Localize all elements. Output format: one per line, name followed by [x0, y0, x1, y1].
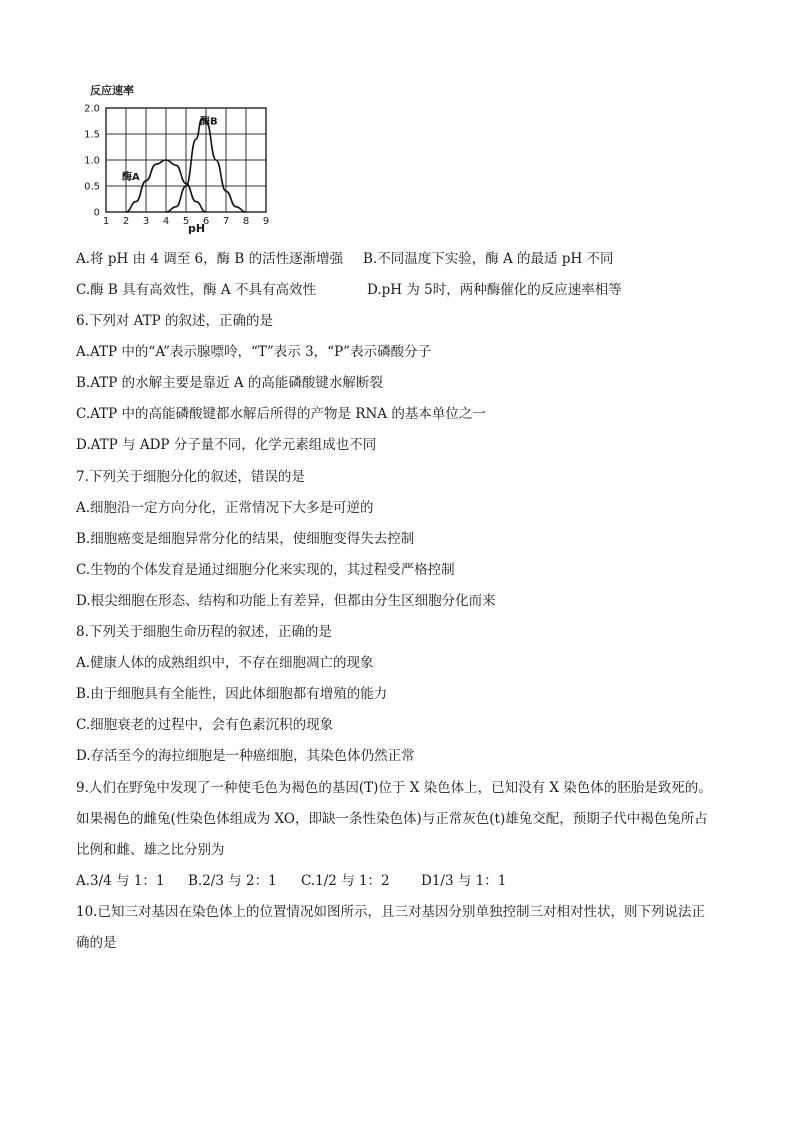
y-axis-label: 反应速率 — [90, 84, 134, 97]
x-axis-label: pH — [188, 222, 206, 235]
q10-stem-line-1: 10.已知三对基因在染色体上的位置情况如图所示，且三对基因分别单独控制三对相对性状，则下列说法正 — [76, 904, 705, 920]
x-tick-label: 2 — [122, 216, 130, 227]
q6-option-d[interactable]: D.ATP 与 ADP 分子量不同，化学元素组成也不同 — [76, 437, 377, 453]
q8-option-a[interactable]: A.健康人体的成熟组织中，不存在细胞凋亡的现象 — [76, 655, 374, 671]
x-tick-label: 8 — [242, 216, 250, 227]
q5-option-b[interactable]: B.不同温度下实验，酶 A 的最适 pH 不同 — [363, 251, 614, 267]
y-tick-label: 2.0 — [84, 103, 100, 115]
q6-option-a[interactable]: A.ATP 中的“A”表示腺嘌呤，“T”表示 3，“P”表示磷酸分子 — [76, 344, 432, 360]
q6-option-c[interactable]: C.ATP 中的高能磷酸键都水解后所得的产物是 RNA 的基本单位之一 — [76, 406, 486, 422]
q9-option-c[interactable]: C.1/2 与 1：2 — [301, 873, 390, 889]
x-tick-label: 7 — [222, 216, 230, 227]
y-tick-label: 0 — [93, 207, 100, 219]
enzyme-rate-chart — [70, 80, 300, 240]
q5-option-d[interactable]: D.pH 为 5时，两种酶催化的反应速率相等 — [367, 282, 622, 298]
q7-option-d[interactable]: D.根尖细胞在形态、结构和功能上有差异，但都由分生区细胞分化而来 — [76, 593, 496, 609]
q9-option-d[interactable]: D1/3 与 1：1 — [421, 873, 507, 889]
x-tick-label: 5 — [182, 216, 190, 227]
q7-stem: 7.下列关于细胞分化的叙述，错误的是 — [76, 469, 305, 485]
q7-option-c[interactable]: C.生物的个体发育是通过细胞分化来实现的，其过程受严格控制 — [76, 562, 455, 578]
y-tick-label: 1.5 — [84, 129, 100, 141]
q5-option-a[interactable]: A.将 pH 由 4 调至 6，酶 B 的活性逐渐增强 — [76, 251, 344, 267]
enzyme-rate-chart-svg — [70, 80, 300, 240]
series-label: 酶A — [122, 172, 140, 183]
q6-stem: 6.下列对 ATP 的叙述，正确的是 — [76, 313, 274, 329]
x-tick-label: 9 — [262, 216, 270, 227]
q8-option-d[interactable]: D.存活至今的海拉细胞是一种癌细胞，其染色体仍然正常 — [76, 748, 415, 764]
x-tick-label: 3 — [142, 216, 150, 227]
q8-option-c[interactable]: C.细胞衰老的过程中，会有色素沉积的现象 — [76, 717, 334, 733]
q7-option-b[interactable]: B.细胞癌变是细胞异常分化的结果，使细胞变得失去控制 — [76, 531, 415, 547]
q9-option-a[interactable]: A.3/4 与 1：1 — [76, 873, 165, 889]
q10-stem-line-2: 确的是 — [76, 935, 117, 951]
q8-stem: 8.下列关于细胞生命历程的叙述，正确的是 — [76, 624, 332, 640]
q6-option-b[interactable]: B.ATP 的水解主要是靠近 A 的高能磷酸键水解断裂 — [76, 375, 383, 391]
q8-option-b[interactable]: B.由于细胞具有全能性，因此体细胞都有增殖的能力 — [76, 686, 388, 702]
x-tick-label: 1 — [102, 216, 110, 227]
series-label: 酶B — [200, 116, 218, 128]
y-tick-label: 1.0 — [84, 155, 100, 167]
x-tick-label: 6 — [202, 216, 210, 227]
chart-series-labels — [122, 114, 218, 183]
q9-option-b[interactable]: B.2/3 与 2：1 — [188, 873, 277, 889]
q9-stem-line-3: 比例和雌、雄之比分别为 — [76, 842, 225, 858]
x-tick-label: 4 — [162, 216, 170, 227]
q9-stem-line-2: 如果褐色的雌兔(性染色体组成为 XO，即缺一条性染色体)与正常灰色(t)雄兔交配，预期子代中褐色兔所占 — [76, 811, 708, 827]
chart-grid — [106, 108, 266, 212]
q9-stem-line-1: 9.人们在野兔中发现了一种使毛色为褐色的基因(T)位于 X 染色体上，已知没有 X 染色体的胚胎是致死的。 — [76, 780, 712, 796]
q7-option-a[interactable]: A.细胞沿一定方向分化，正常情况下大多是可逆的 — [76, 500, 374, 516]
y-tick-label: 0.5 — [84, 181, 100, 193]
q5-option-c[interactable]: C.酶 B 具有高效性，酶 A 不具有高效性 — [76, 282, 316, 298]
